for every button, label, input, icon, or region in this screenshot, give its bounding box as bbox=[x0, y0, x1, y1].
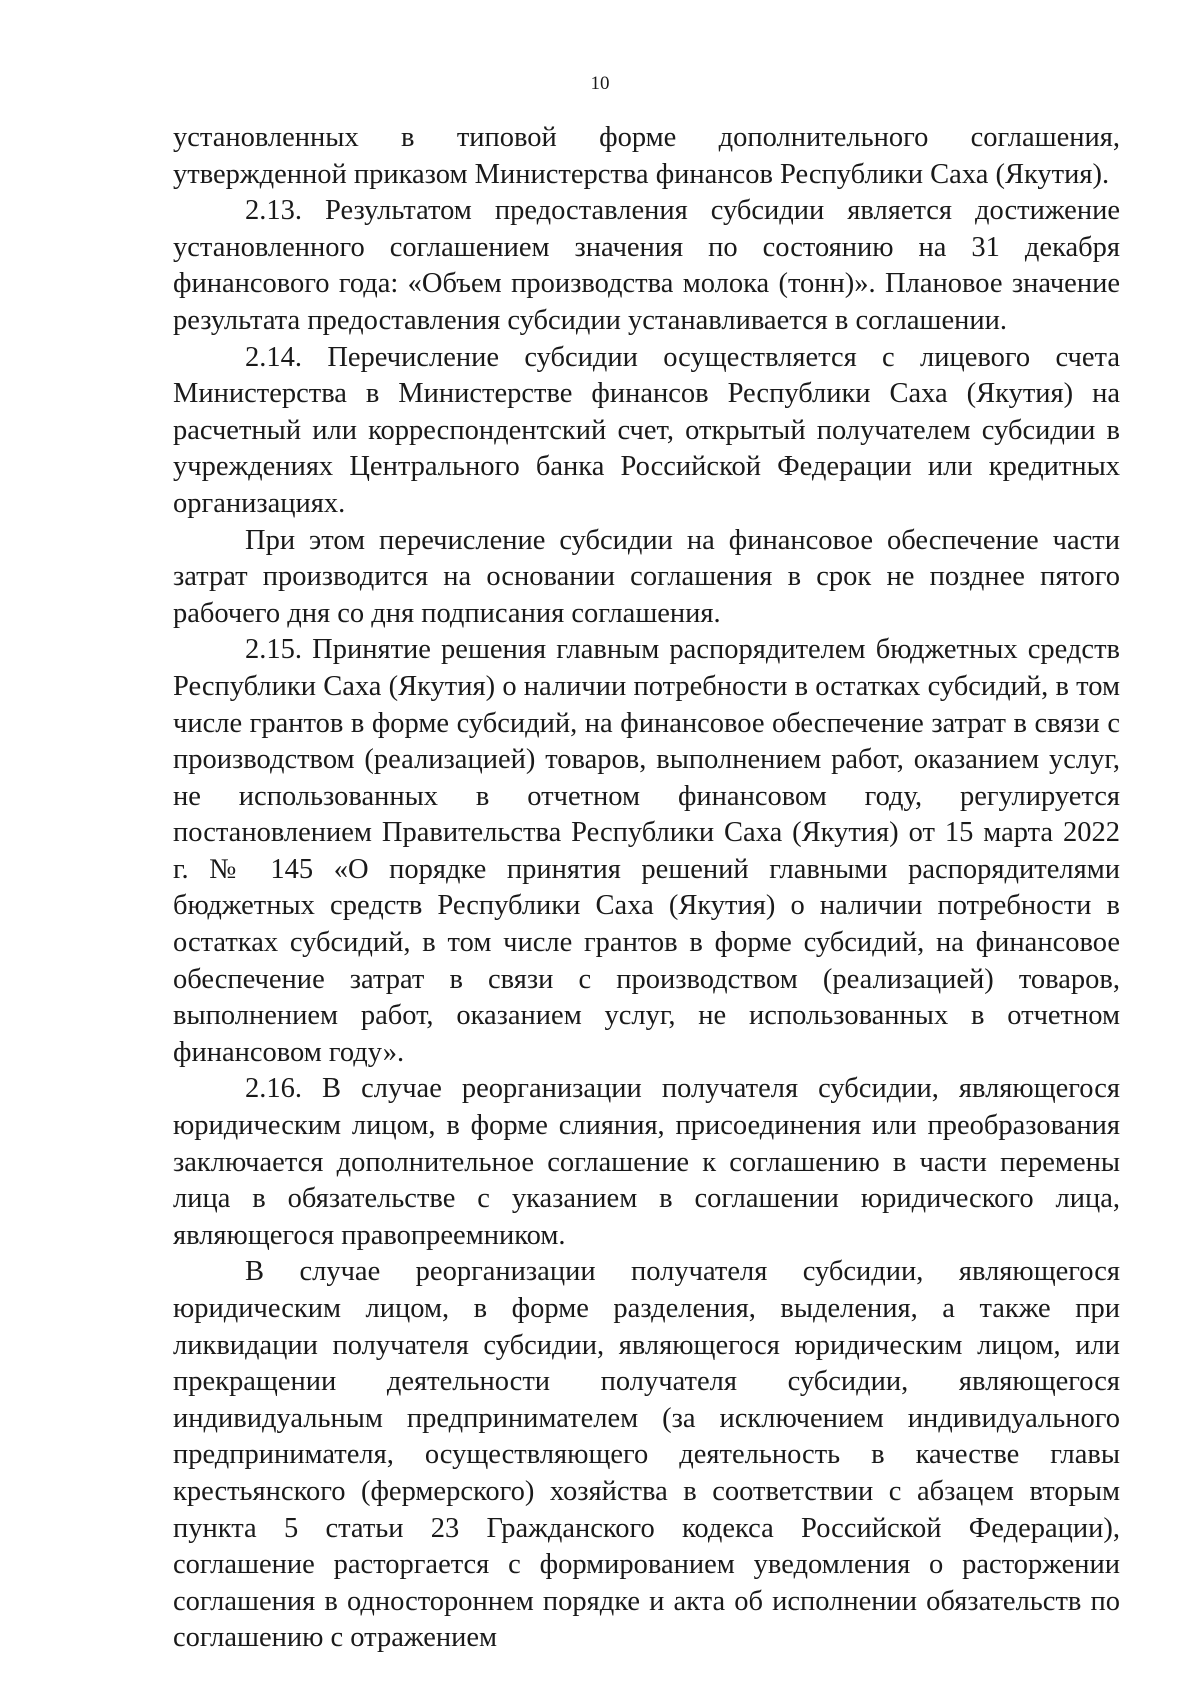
paragraph-2-14: 2.14. Перечисление субсидии осуществляется с лицевого счета Министерства в Министерстве финансов Республики Саха (Якутия) на расчетный или корреспондентский счет, открытый получателем субсидии в учреждениях Центрального банка Российской Федерации или кредитных организациях. bbox=[173, 341, 1120, 519]
paragraph-2-15: 2.15. Принятие решения главным распорядителем бюджетных средств Республики Саха (Якутия) о наличии потребности в остатках субсидий, в том числе грантов в форме субсидий, на финансовое обеспечение затрат в связи с производством (реализацией) товаров, выполнением работ, оказанием услуг, не использованных в отчетном финансовом году, регулируется постановлением Правительства Республики Саха (Якутия) от 15 марта 2022 г. № 145 «О порядке принятия решений главными распорядителями бюджетных средств Республики Саха (Якутия) о наличии потребности в остатках субсидий, в том числе грантов в форме субсидий, на финансовое обеспечение затрат в связи с производством (реализацией) товаров, выполнением работ, оказанием услуг, не использованных в отчетном финансовом году». bbox=[173, 634, 1120, 1068]
paragraph-continuation: установленных в типовой форме дополнительного соглашения, утвержденной приказом Министерства финансов Республики Саха (Якутия). bbox=[173, 122, 1120, 190]
page-number: 10 bbox=[590, 73, 610, 94]
paragraph-2-16-reorganization: В случае реорганизации получателя субсидии, являющегося юридическим лицом, в форме разделения, выделения, а также при ликвидации получателя субсидии, являющегося юридическим лицом, или прекращении деятельности получателя субсидии, являющегося индивидуальным предпринимателем (за исключением индивидуального предпринимателя, осуществляющего деятельность в качестве главы крестьянского (фермерского) хозяйства в соответствии с абзацем вторым пункта 5 статьи 23 Гражданского кодекса Российской Федерации), соглашение расторгается с формированием уведомления о расторжении соглашения в одностороннем порядке и акта об исполнении обязательств по соглашению с отражением bbox=[173, 1256, 1120, 1654]
paragraph-2-16: 2.16. В случае реорганизации получателя субсидии, являющегося юридическим лицом, в форме слияния, присоединения или преобразования заключается дополнительное соглашение к соглашению в части перемены лица в обязательстве с указанием в соглашении юридического лица, являющегося правопреемником. bbox=[173, 1073, 1120, 1251]
paragraph-2-14-transfer: При этом перечисление субсидии на финансовое обеспечение части затрат производится на основании соглашения в срок не позднее пятого рабочего дня со дня подписания соглашения. bbox=[173, 524, 1120, 629]
paragraph-2-13: 2.13. Результатом предоставления субсидии является достижение установленного соглашением значения по состоянию на 31 декабря финансового года: «Объем производства молока (тонн)». Плановое значение результата предоставления субсидии устанавливается в соглашении. bbox=[173, 195, 1120, 336]
document-body bbox=[173, 120, 1120, 1657]
